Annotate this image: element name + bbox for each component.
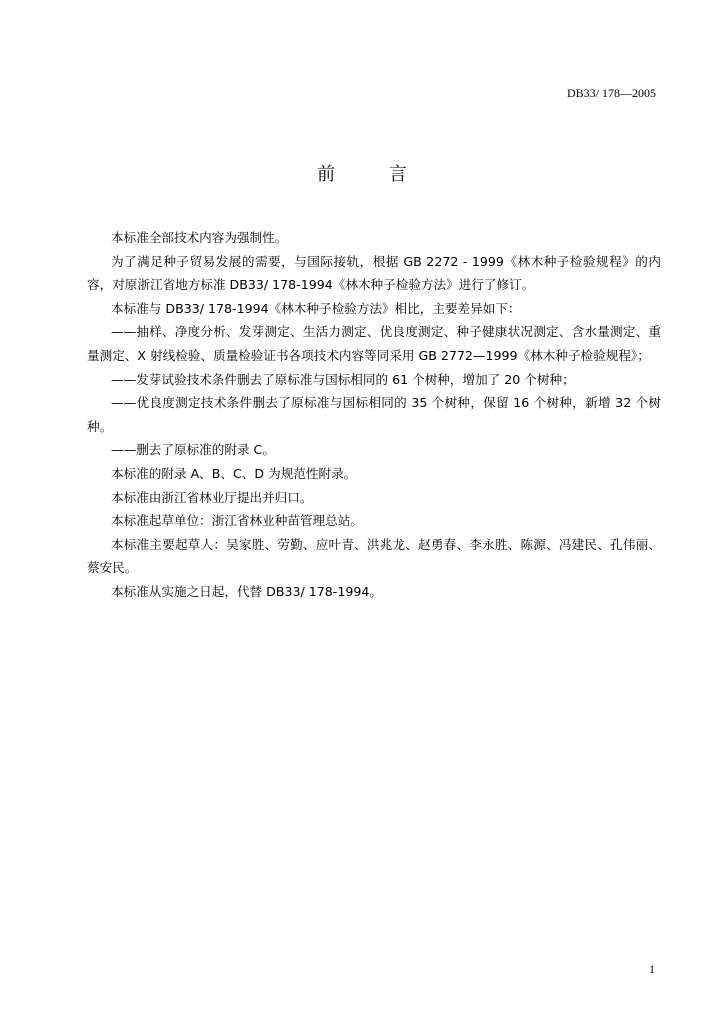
- paragraph-main-differences-intro: 本标准与 DB33/ 178-1994《林木种子检验方法》相比，主要差异如下：: [111, 300, 521, 316]
- paragraph-drafters: 本标准主要起草人：吴家胜、劳勤、应叶青、洪兆龙、赵勇春、李永胜、陈源、冯建民、孔伟丽、蔡安民。: [87, 536, 661, 576]
- paragraph-difference-sampling: ——抽样、净度分析、发芽测定、生活力测定、优良度测定、种子健康状况测定、含水量测定、重量测定、X 射线检验、质量检验证书各项技术内容等同采用 GB 2772—1999《林木种子检验规程》；: [87, 324, 661, 363]
- paragraph-replacement: 本标准从实施之日起，代替 DB33/ 178-1994。: [111, 583, 382, 599]
- paragraph-normative-annexes: 本标准的附录 A、B、C、D 为规范性附录。: [111, 465, 357, 481]
- paragraph-difference-quality: ——优良度测定技术条件删去了原标准与国标相同的 35 个树种，保留 16 个树种，新增 32 个树种。: [87, 395, 661, 434]
- paragraph-difference-annex: ——删去了原标准的附录 C。: [111, 442, 275, 458]
- document-code: DB33/ 178—2005: [566, 86, 656, 100]
- page-number: 1: [649, 962, 655, 976]
- foreword-body: [87, 226, 661, 604]
- paragraph-difference-germination: ——发芽试验技术条件删去了原标准与国标相同的 61 个树种，增加了 20 个树种；: [111, 371, 575, 387]
- paragraph-drafting-unit: 本标准起草单位：浙江省林业种苗管理总站。: [111, 513, 363, 529]
- paragraph-proposer: 本标准由浙江省林业厅提出并归口。: [111, 489, 313, 505]
- paragraph-revision-purpose: 为了满足种子贸易发展的需要，与国际接轨，根据 GB 2272 - 1999《林木种子检验规程》的内容，对原浙江省地方标准 DB33/ 178-1994《林木种子检验方法》进行了修订。: [87, 253, 661, 293]
- paragraph-mandatory-statement: 本标准全部技术内容为强制性。: [111, 230, 288, 245]
- page-title: 前 言: [317, 164, 431, 185]
